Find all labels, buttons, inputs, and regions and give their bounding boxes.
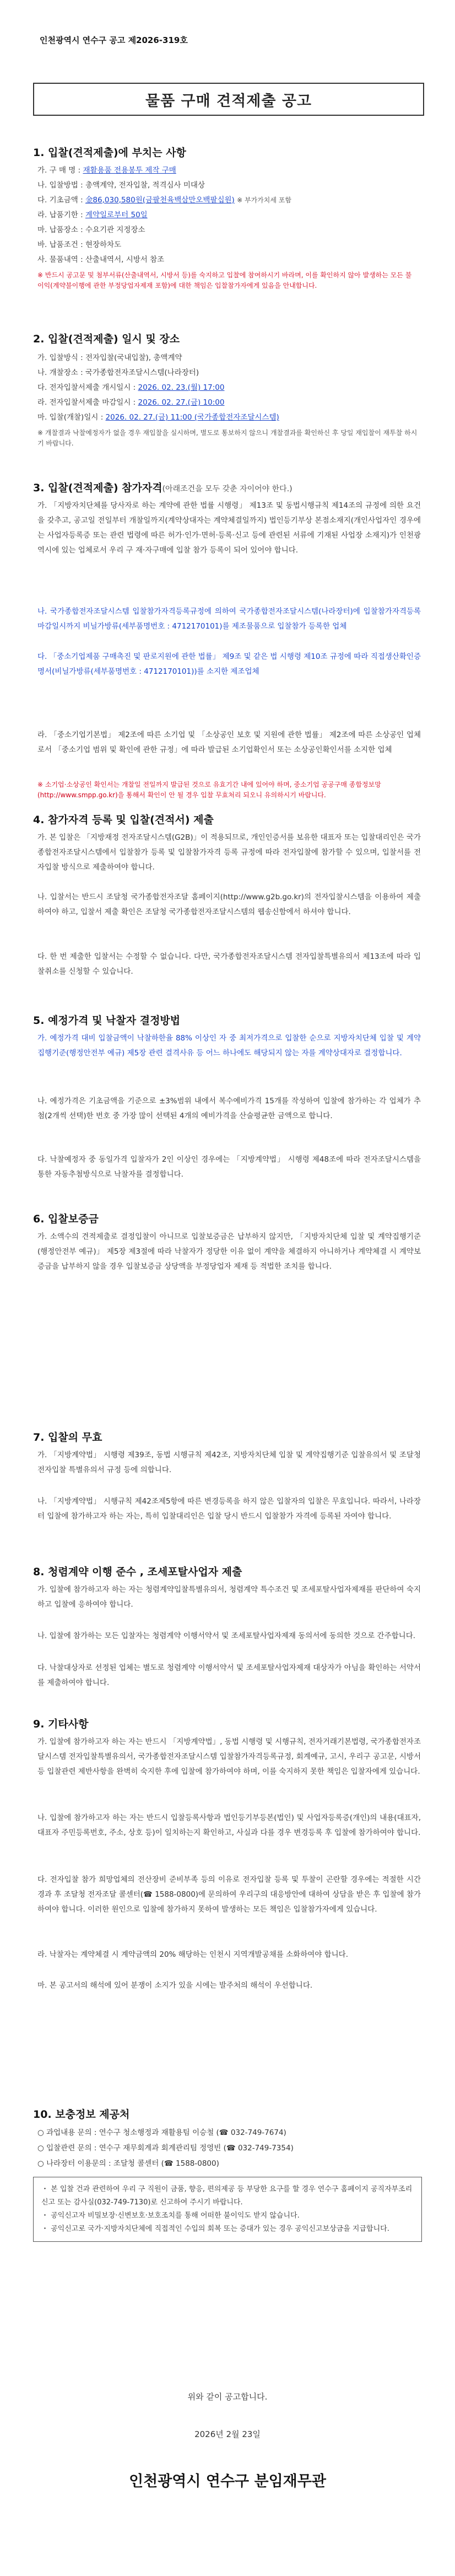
section-9-item-d: 라. 낙찰자는 계약체결 시 계약금액의 20% 해당하는 인천시 지역개발공채를 소화하여야 합니다. [37, 1950, 349, 1959]
list-item: ○ 입찰관련 문의 : 연수구 재무회계과 회계관리팀 정영빈 (☎ 032-749-7354) [37, 2144, 294, 2153]
section-9-item-b: 나. 입찰에 참가하고자 하는 자는 반드시 입찰등록사항과 법인등기부등본(법인) 및 사업자등록증(개인)의 내용(대표자, 대표자 주민등록번호, 주소, 상호 등)이 일치하는지 확인하고, 사실과 다를 경우 변경등록 후 입찰에 참가하여야 합니다. [37, 1813, 421, 1837]
list-item: 라. 전자입찰서제출 마감일시 : 2026. 02. 27.(금) 10:00 [37, 398, 225, 407]
notice-number: 인천광역시 연수구 공고 제2026-319호 [40, 35, 188, 45]
list-item: ○ 과업내용 문의 : 연수구 청소행정과 재활용팀 이승철 (☎ 032-749-7674) [37, 2128, 286, 2137]
section-4-item-c: 다. 한 번 제출한 입찰서는 수정할 수 없습니다. 다만, 국가종합전자조달시스템 전자입찰특별유의서 제13조에 따라 입찰취소를 신청할 수 있습니다. [37, 952, 421, 976]
section-6-item-a: 가. 소액수의 견적제출로 결정입찰이 아니므로 입찰보증금은 납부하지 않지만, 「지방자치단체 입찰 및 계약집행기준(행정안전부 예규)」 제5장 제3절에 따라 낙찰자가 정당한 이유 없이 계약을 체결하지 아니하거나 계약체결 시 계약보증금을 납부하지 않을 경우 입찰보증금 상당액을 부정당업자 제재 등 적법한 조치를 합니다. [37, 1232, 421, 1271]
section-1-rows [37, 163, 423, 267]
section-7-item-a: 가. 「지방계약법」 시행령 제39조, 동법 시행규칙 제42조, 지방자치단체 입찰 및 계약집행기준 입찰유의서 및 조달청 전자입찰 특별유의서 규정 등에 의합니다. [37, 1451, 421, 1474]
section-8-heading: 8. 청렴계약 이행 준수 , 조세포탈사업자 제출 [33, 1566, 242, 1578]
section-3-item-b: 나. 국가종합전자조달시스템 입찰참가자격등록규정에 의하여 국가종합전자조달시스템(나라장터)에 입찰참가자격등록 마감일시까지 비닐가방류(세부품명번호 : 4712170101)를 제조물품으로 입찰참가 등록한 업체 [37, 607, 421, 631]
section-9-item-c: 다. 전자입찰 참가 희망업체의 전산장비 준비부족 등의 이유로 전자입찰 등록 및 투찰이 곤란할 경우에는 적절한 시간 경과 후 조달청 전자조달 콜센터(☎ 1588-0800)에 문의하여 우리구의 대응방안에 대하여 상담을 받은 후 입찰에 참가하여야 합니다. 이러한 원인으로 입찰에 참가하지 못하여 발생하는 모든 책임은 입찰참가자에게 있습니다. [37, 1875, 421, 1914]
list-item: 바. 납품조건 : 현장하차도 [37, 240, 122, 249]
section-3-item-c: 다. 「중소기업제품 구매촉진 및 판로지원에 관한 법률」 제9조 및 같은 법 시행령 제10조 규정에 따라 직접생산확인증명서(비닐가방류(세부품명번호 : 4712170101))를 소지한 제조업체 [37, 652, 421, 676]
list-item: 가. 구 매 명 : 재활용품 전용봉투 제작 구매 [37, 166, 176, 175]
section-10-heading: 10. 보충정보 제공처 [33, 2108, 130, 2121]
section-3-item-d: 라. 「중소기업기본법」 제2조에 따른 소기업 및 「소상공인 보호 및 지원에 관한 법률」 제2조에 따른 소상공인 업체로서 「중소기업 범위 및 확인에 관한 규정」에 따라 발급된 소기업확인서 또는 소상공인확인서를 소지한 업체 [37, 731, 421, 754]
list-item: 다. 기초금액 : 金86,030,580원(금팔천육백삼만오백팔십원) ※ 부가가치세 포함 [37, 196, 291, 205]
list-item: 사. 물품내역 : 산출내역서, 시방서 참조 [37, 255, 165, 264]
section-3-item-a: 가. 「지방자치단체를 당사자로 하는 계약에 관한 법률 시행령」 제13조 및 동법시행규칙 제14조의 규정에 의한 요건을 갖추고, 공고일 전일부터 개찰일까지(계약상대자는 계약체결일까지) 법인등기부상 본점소재지(개인사업자인 경우에는 사업자등록증 또는 관련 법령에 따른 허가·인가·면허·등록·신고 등에 관련된 서류에 기재된 사업장 소재지)가 인천광역시에 있는 업체로서 우리 구 재·자구매에 입찰 참가 등록이 되어 있어야 합니다. [37, 501, 421, 555]
section-1-heading: 1. 입찰(견적제출)에 부치는 사항 [33, 147, 186, 159]
list-item: 마. 입찰(개찰)일시 : 2026. 02. 27.(금) 11:00 (국가종합전자조달시스템) [37, 413, 279, 422]
section-9-item-e: 마. 본 공고서의 해석에 있어 분쟁이 소지가 있을 시에는 발주처의 해석이 우선합니다. [37, 1981, 313, 1990]
section-5-item-a: 가. 예정가격 대비 입찰금액이 낙찰하한율 88% 이상인 자 중 최저가격으로 입찰한 순으로 지방자치단체 입찰 및 계약집행기준(행정안전부 예규) 제5장 관련 결격사유 등 어느 하나에도 해당되지 않는 자를 계약상대자로 결정합니다. [37, 1034, 421, 1058]
list-item: ・ 본 입찰 건과 관련하여 우리 구 직원이 금품, 향응, 편의제공 등 부당한 요구를 할 경우 연수구 홈페이지 공직자부조리신고 또는 감사실(032-749-7130)로 신고하여 주시기 바랍니다. [41, 2185, 413, 2207]
section-5-heading: 5. 예정가격 및 낙찰자 결정방법 [33, 1015, 181, 1027]
notice-date: 2026년 2월 23일 [194, 2429, 261, 2439]
section-2-rows [37, 351, 423, 425]
report-notice-box [33, 2177, 422, 2242]
section-9-item-a: 가. 입찰에 참가하고자 하는 자는 반드시 「지방계약법」, 동법 시행령 및 시행규칙, 전자거래기본법령, 국가종합전자조달시스템 전자입찰특별유의서, 국가종합전자조달시스템 입찰참가자격등록규정, 회계예규, 고시, 우리구 공고문, 시방서 등 입찰관련 제반사항을 완벽히 숙지한 후에 입찰에 참가하여야 하며, 이를 숙지하지 못한 책임은 입찰자에게 있습니다. [37, 1737, 421, 1776]
signer: 인천광역시 연수구 분임재무관 [129, 2473, 326, 2490]
list-item: 가. 입찰방식 : 전자입찰(국내입찰), 총액계약 [37, 353, 182, 362]
section-8-item-c: 다. 낙찰대상자로 선정된 업체는 별도로 청렴계약 이행서약서 및 조세포탈사업자제재 대상자가 아님을 확인하는 서약서를 제출하여야 합니다. [37, 1663, 421, 1687]
section-7-item-b: 나. 「지방계약법」 시행규칙 제42조제5항에 따른 변경등록을 하지 않은 입찰자의 입찰은 무효입니다. 따라서, 나라장터 입찰에 참가하고자 하는 자는, 특히 입찰대리인은 입찰 당시 반드시 입찰참가 자격에 등록된 자여야 합니다. [37, 1497, 421, 1521]
section-2-heading: 2. 입찰(견적제출) 일시 및 장소 [33, 333, 180, 345]
section-7-heading: 7. 입찰의 무효 [33, 1431, 102, 1443]
list-item: 나. 개찰장소 : 국가종합전자조달시스템(나라장터) [37, 368, 199, 377]
section-8-item-b: 나. 입찰에 참가하는 모든 입찰자는 청렴계약 이행서약서 및 조세포탈사업자제재 동의서에 동의한 것으로 간주합니다. [37, 1632, 416, 1640]
section-2-note: ※ 개찰결과 낙찰예정자가 없을 경우 재입찰을 실시하며, 별도로 통보하지 않으니 개찰결과를 확인하신 후 당일 재입찰이 재투찰 하시기 바랍니다. [37, 429, 418, 447]
list-item: ・ 공익신고자 비밀보장·신변보호·보호조치를 통해 어떠한 불이익도 받지 않습니다. [41, 2212, 300, 2220]
list-item: 나. 입찰방법 : 총액계약, 전자입찰, 적격심사 미대상 [37, 181, 205, 190]
section-5-item-b: 나. 예정가격은 기초금액을 기준으로 ±3%범위 내에서 복수예비가격 15개를 작성하여 입찰에 참가하는 각 업체가 추첨(2개씩 선택)한 번호 중 가장 많이 선택된 4개의 예비가격을 산술평균한 금액으로 합니다. [37, 1097, 421, 1120]
section-3-heading: 3. 입찰(견적제출) 참가자격(아래조건을 모두 갖춘 자이어야 한다.) [33, 482, 292, 494]
section-4-item-a: 가. 본 입찰은 「지방재정 전자조달시스템(G2B)」이 적용되므로, 개인인증서를 보유한 대표자 또는 입찰대리인은 국가종합전자조달시스템에서 입찰참가 등록 및 입찰참가자격 등록 규정에 따라 전자입찰에 참가할 수 있으며, 입찰서를 전자입찰 방식으로 제출하여야 합니다. [37, 833, 421, 872]
list-item: 다. 전자입찰서제출 개시일시 : 2026. 02. 23.(월) 17:00 [37, 383, 225, 392]
section-8-item-a: 가. 입찰에 참가하고자 하는 자는 청렴계약입찰특별유의서, 청렴계약 특수조건 및 조세포탈사업자제재를 판단하여 숙지하고 입찰에 응하여야 합니다. [37, 1585, 421, 1609]
list-item: ・ 공익신고로 국가·지방자치단체에 직접적인 수입의 회복 또는 증대가 있는 경우 공익신고보상금을 지급합니다. [41, 2225, 389, 2233]
section-4-heading: 4. 참가자격 등록 및 입찰(견적서) 제출 [33, 814, 214, 826]
section-4-item-b: 나. 입찰서는 반드시 조달청 국가종합전자조달 홈페이지(http://www.g2b.go.kr)의 전자입찰시스템을 이용하여 제출하여야 하고, 입찰서 제출 확인은 조달청 국가종합전자조달시스템의 웹송신함에서 하셔야 합니다. [37, 893, 421, 916]
section-3-note: ※ 소기업·소상공인 확인서는 개찰일 전일까지 발급된 것으로 유효기간 내에 있어야 하며, 중소기업 공공구매 종합정보망(http://www.smpp.go.kr)을 통해서 확인이 안 될 경우 입찰 무효처리 되오니 유의하시기 바랍니다. [37, 781, 381, 799]
section-1-note: ※ 반드시 공고문 및 첨부서류(산출내역서, 시방서 등)를 숙지하고 입찰에 참여하시기 바라며, 이를 확인하지 않아 발생하는 모든 불이익(계약불이행에 관한 부정당업자제재 포함)에 대한 책임은 입찰참가자에게 있음을 안내합니다. [37, 271, 412, 289]
list-item: 라. 납품기한 : 계약일로부터 50일 [37, 211, 148, 219]
section-6-heading: 6. 입찰보증금 [33, 1213, 99, 1225]
page-title: 물품 구매 견적제출 공고 [33, 83, 424, 116]
section-5-item-c: 다. 낙찰예정자 중 동일가격 입찰자가 2인 이상인 경우에는 「지방계약법」 시행령 제48조에 따라 전자조달시스템을 통한 자동추첨방식으로 낙찰자를 결정합니다. [37, 1155, 421, 1179]
section-9-heading: 9. 기타사항 [33, 1718, 89, 1730]
closing-statement: 위와 같이 공고합니다. [187, 2392, 268, 2402]
contact-list [37, 2125, 418, 2171]
list-item: ○ 나라장터 이용문의 : 조달청 콜센터 (☎ 1588-0800) [37, 2159, 219, 2168]
list-item: 마. 납품장소 : 수요기관 지정장소 [37, 226, 145, 234]
